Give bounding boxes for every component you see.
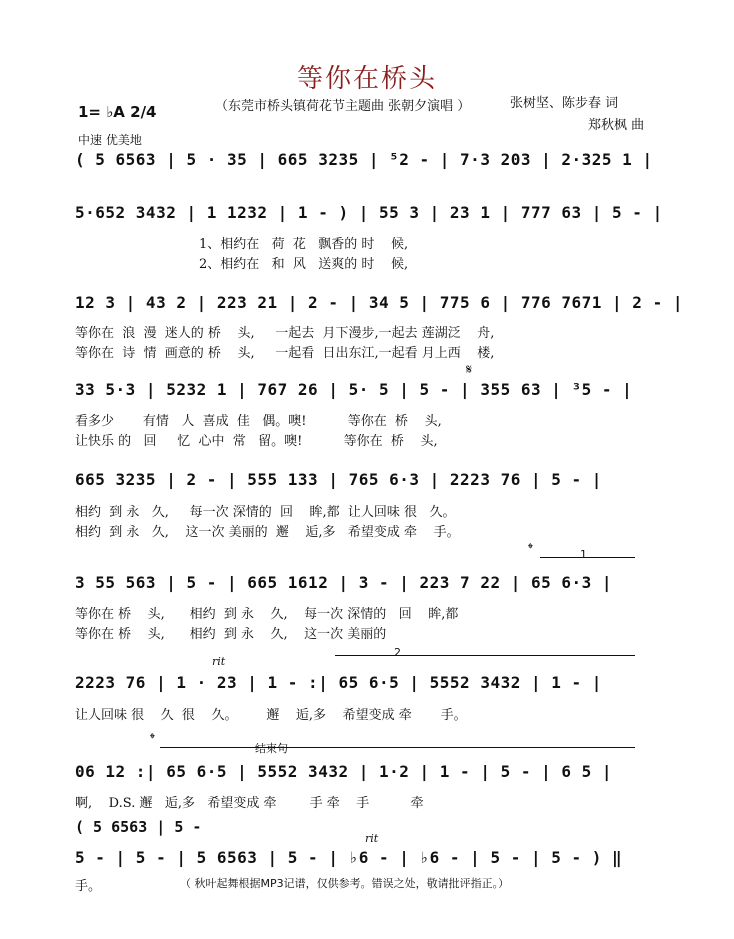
lyric-line: 2、相约在 和 风 送爽的 时 候, bbox=[75, 257, 409, 272]
volta-bracket bbox=[335, 655, 635, 656]
key-signature: 1= ♭A 2/4 bbox=[78, 103, 157, 121]
notation-row-9: 5 - | 5 - | 5 6563 | 5 - | ♭6 - | ♭6 - | 5 - | 5 - ) ‖ bbox=[75, 848, 623, 867]
lyricist-credit: 张树坚、陈步春 词 bbox=[510, 96, 619, 111]
volta-1-label: 1 bbox=[580, 548, 587, 561]
notation-row-6: 3 55 563 | 5 - | 665 1612 | 3 - | 223 7 22 | 65 6·3 | bbox=[75, 573, 613, 592]
notation-row-7: 2223 76 | 1 · 23 | 1 - :| 65 6·5 | 5552 3432 | 1 - | bbox=[75, 673, 602, 692]
ending-label: 结束句 bbox=[255, 742, 288, 755]
coda-icon: 𝄌 bbox=[150, 731, 155, 747]
notation-row-1: ( 5 6563 | 5 · 35 | 665 3235 | ⁵2 - | 7·3 203 | 2·325 1 | bbox=[75, 150, 653, 169]
composer-credit: 郑秋枫 曲 bbox=[588, 118, 645, 133]
lyric-line: 等你在 浪 漫 迷人的 桥 头, 一起去 月下漫步,一起去 莲湖泛 舟, bbox=[75, 326, 495, 341]
segno-icon: 𝄋 bbox=[466, 362, 473, 378]
volta-bracket bbox=[540, 557, 635, 558]
coda-icon: 𝄌 bbox=[528, 541, 533, 557]
notation-row-3: 12 3 | 43 2 | 223 21 | 2 - | 34 5 | 775 6 | 776 7671 | 2 - | bbox=[75, 293, 683, 312]
notation-row-2: 5·652 3432 | 1 1232 | 1 - ) | 55 3 | 23 1 | 777 63 | 5 - | bbox=[75, 203, 663, 222]
lyric-line: 看多少 有情 人 喜成 佳 偶。噢! 等你在 桥 头, bbox=[75, 414, 442, 429]
credits bbox=[510, 93, 644, 137]
rit-marking: rit bbox=[212, 655, 226, 668]
lyric-line: 相约 到 永 久, 这一次 美丽的 邂 逅,多 希望变成 牵 手。 bbox=[75, 525, 460, 540]
lyric-line: 啊, D.S. 邂 逅,多 希望变成 牵 手 牵 手 牵 bbox=[75, 796, 424, 811]
ending-bracket bbox=[160, 747, 635, 748]
lyric-line: 相约 到 永 久, 每一次 深情的 回 眸,都 让人回味 很 久。 bbox=[75, 505, 456, 520]
notation-row-4: 33 5·3 | 5232 1 | 767 26 | 5· 5 | 5 - | 355 63 | ³5 - | bbox=[75, 380, 633, 399]
lyric-line: 让快乐 的 回 忆 心中 常 留。噢! 等你在 桥 头, bbox=[75, 434, 438, 449]
lyric-line: 1、相约在 荷 花 飘香的 时 候, bbox=[75, 237, 409, 252]
song-subtitle: （东莞市桥头镇荷花节主题曲 张朝夕演唱 ） bbox=[215, 99, 471, 114]
notation-row-8: 06 12 :| 65 6·5 | 5552 3432 | 1·2 | 1 - | 5 - | 6 5 | bbox=[75, 762, 613, 781]
rit-marking: rit bbox=[365, 832, 379, 845]
lyric-line: 等你在 桥 头, 相约 到 永 久, 这一次 美丽的 bbox=[75, 627, 387, 642]
lyric-line: 让人回味 很 久 很 久。 邂 逅,多 希望变成 牵 手。 bbox=[75, 708, 467, 723]
footnote: （ 秋叶起舞根据MP3记谱，仅供参考。错误之处，敬请批评指正。） bbox=[180, 877, 510, 890]
lyric-line: 等你在 诗 情 画意的 桥 头, 一起看 日出东江,一起看 月上西 楼, bbox=[75, 346, 495, 361]
pickup-notation: ( 5 6563 | 5 - bbox=[75, 818, 211, 836]
volta-2-label: 2 bbox=[394, 646, 401, 659]
notation-row-5: 665 3235 | 2 - | 555 133 | 765 6·3 | 2223 76 | 5 - | bbox=[75, 470, 602, 489]
lyric-line: 手。 bbox=[75, 879, 102, 894]
lyric-line: 等你在 桥 头, 相约 到 永 久, 每一次 深情的 回 眸,都 bbox=[75, 607, 459, 622]
tempo-marking: 中速 优美地 bbox=[78, 133, 142, 147]
song-title: 等你在桥头 bbox=[296, 64, 437, 94]
